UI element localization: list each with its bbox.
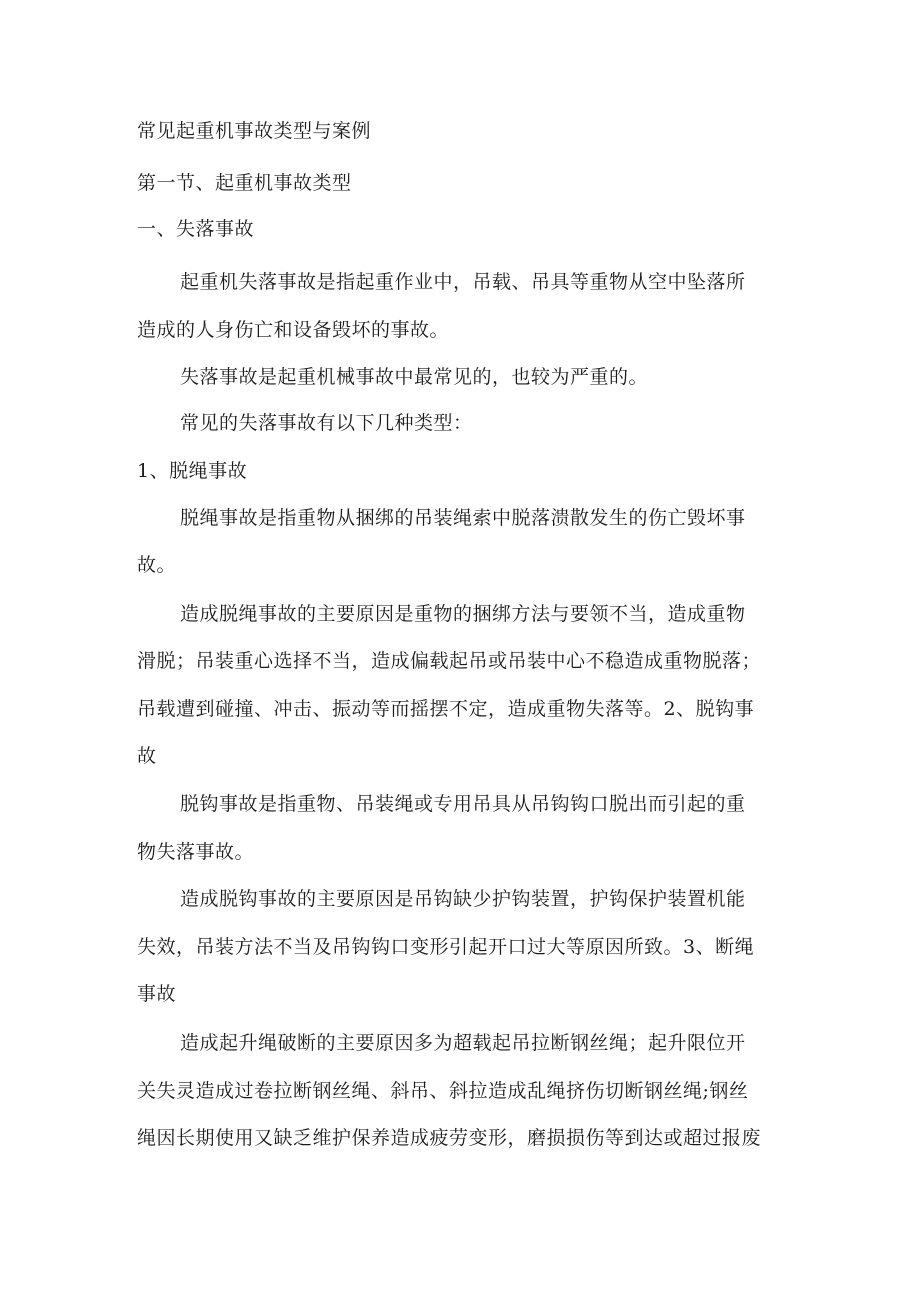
paragraph-line: 故 <box>137 745 157 767</box>
paragraph-line: 滑脱；吊装重心选择不当，造成偏载起吊或吊装中心不稳造成重物脱落； <box>137 650 762 672</box>
subsection-heading: 一、失落事故 <box>137 218 255 240</box>
paragraph-line: 常见的失落事故有以下几种类型： <box>180 412 473 434</box>
paragraph-line: 事故 <box>137 983 177 1005</box>
section-heading: 第一节、起重机事故类型 <box>137 172 352 194</box>
paragraph-line: 绳因长期使用又缺乏维护保养造成疲劳变形，磨损损伤等到达或超过报废 <box>137 1127 762 1149</box>
paragraph-line: 脱钩事故是指重物、吊装绳或专用吊具从吊钩钩口脱出而引起的重 <box>180 793 746 815</box>
paragraph-line: 物失落事故。 <box>137 841 255 863</box>
paragraph-line: 脱绳事故是指重物从捆绑的吊装绳索中脱落溃散发生的伤亡毁坏事 <box>180 507 746 529</box>
paragraph-line: 失效，吊装方法不当及吊钩钩口变形引起开口过大等原因所致。3、断绳 <box>137 936 755 958</box>
paragraph-line: 造成脱钩事故的主要原因是吊钩缺少护钩装置，护钩保护装置机能 <box>180 888 746 910</box>
paragraph-line: 起重机失落事故是指起重作业中，吊载、吊具等重物从空中坠落所 <box>180 271 746 293</box>
paragraph-line: 失落事故是起重机械事故中最常见的，也较为严重的。 <box>180 366 649 388</box>
paragraph-line: 关失灵造成过卷拉断钢丝绳、斜吊、斜拉造成乱绳挤伤切断钢丝绳;钢丝 <box>137 1080 749 1102</box>
paragraph-line: 造成脱绳事故的主要原因是重物的捆绑方法与要领不当，造成重物 <box>180 603 746 625</box>
list-item-heading: 1、脱绳事故 <box>137 460 248 482</box>
paragraph-line: 造成的人身伤亡和设备毁坏的事故。 <box>137 319 450 341</box>
document-title: 常见起重机事故类型与案例 <box>137 120 372 142</box>
paragraph-line: 造成起升绳破断的主要原因多为超载起吊拉断钢丝绳；起升限位开 <box>180 1032 746 1054</box>
paragraph-line: 故。 <box>137 554 177 576</box>
paragraph-line: 吊载遭到碰撞、冲击、振动等而摇摆不定，造成重物失落等。2、脱钩事 <box>137 698 755 720</box>
